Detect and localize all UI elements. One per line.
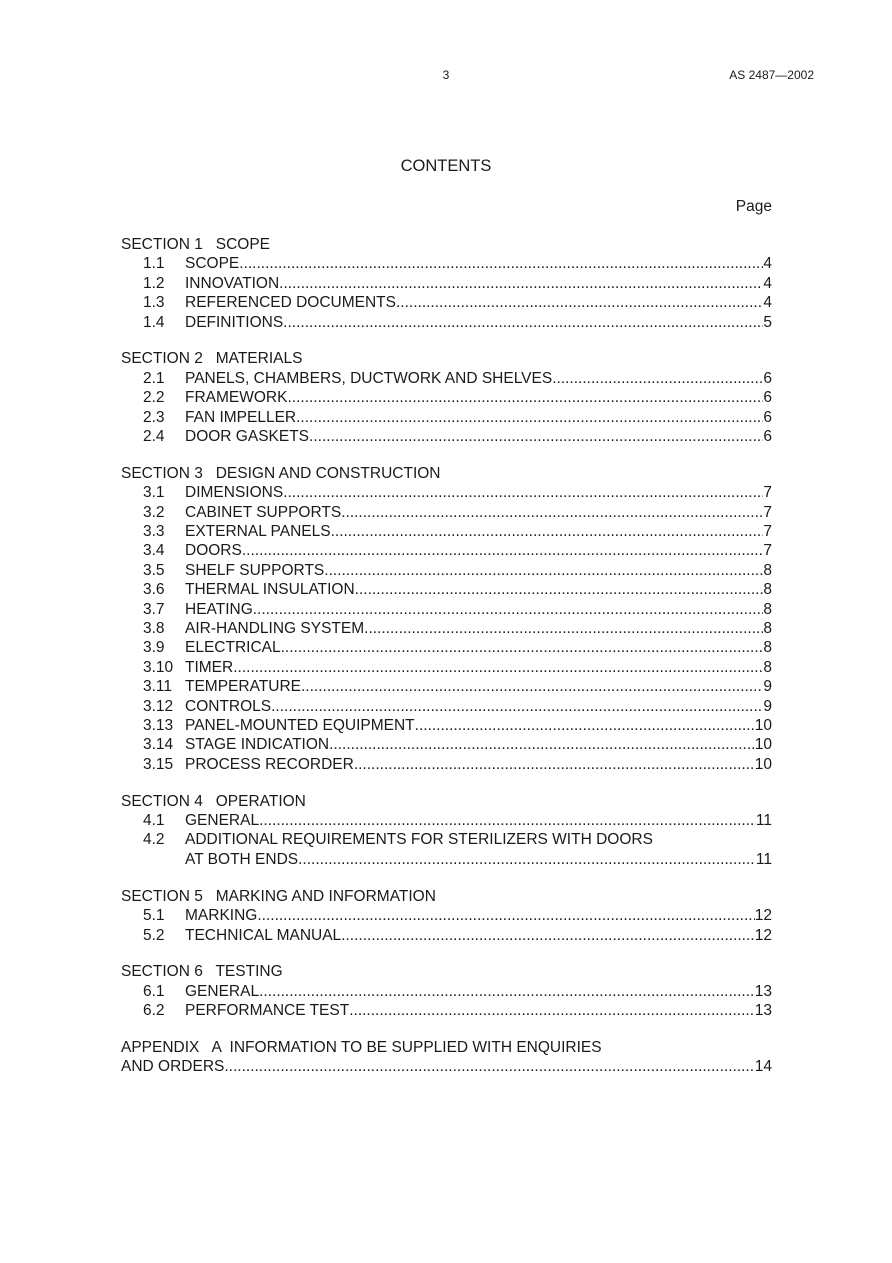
toc-entry[interactable]	[121, 427, 772, 446]
toc-entry[interactable]	[121, 697, 772, 716]
entry-body	[185, 906, 772, 925]
appendix-title-cont: AND ORDERS	[121, 1058, 225, 1076]
entry-number: 2.3	[143, 408, 165, 426]
entry-page: 8	[763, 620, 772, 638]
entry-line	[185, 850, 772, 869]
entry-number: 6.2	[143, 1002, 165, 1020]
entry-number: 1.3	[143, 294, 165, 312]
dot-leader	[253, 600, 764, 619]
entry-body	[185, 619, 772, 638]
entry-page: 7	[763, 542, 772, 560]
entry-number: 3.12	[143, 697, 174, 715]
toc-entry[interactable]	[121, 638, 772, 657]
section-heading[interactable]: SECTION 6 TESTING	[121, 963, 283, 981]
toc-section	[121, 792, 772, 870]
entry-body	[185, 926, 772, 945]
entry-page: 4	[763, 294, 772, 312]
entry-line	[185, 503, 772, 522]
entry-title: DOOR GASKETS	[185, 428, 310, 446]
entry-number: 4.1	[143, 812, 165, 830]
entry-line	[185, 697, 772, 716]
dot-leader	[233, 658, 763, 677]
entry-title: AIR-HANDLING SYSTEM	[185, 620, 365, 638]
entry-line	[185, 522, 772, 541]
entry-line	[185, 638, 772, 657]
entry-page: 6	[763, 428, 772, 446]
entry-line	[185, 408, 772, 427]
entry-number: 1.1	[143, 255, 165, 273]
entry-number: 3.11	[143, 678, 173, 696]
toc-entry[interactable]	[121, 503, 772, 522]
entry-body	[185, 830, 772, 869]
entry-line	[185, 600, 772, 619]
entry-body	[185, 561, 772, 580]
dot-leader	[329, 735, 755, 754]
toc-entry[interactable]	[121, 830, 772, 869]
entry-page: 11	[755, 850, 772, 868]
entry-title: FRAMEWORK	[185, 389, 288, 407]
entry-body	[185, 369, 772, 388]
entry-body	[185, 580, 772, 599]
toc-section	[121, 464, 772, 774]
entry-line	[185, 830, 772, 849]
toc-entry[interactable]	[121, 811, 772, 830]
dot-leader	[224, 1057, 754, 1076]
entry-body	[185, 293, 772, 312]
dot-leader	[364, 619, 763, 638]
dot-leader	[259, 982, 755, 1001]
page-number: 3	[442, 68, 450, 82]
toc-section	[121, 349, 772, 446]
dot-leader	[355, 580, 764, 599]
entry-title: FAN IMPELLER	[185, 408, 297, 426]
entry-title: PANELS, CHAMBERS, DUCTWORK AND SHELVES	[185, 369, 553, 387]
entry-page: 10	[754, 716, 772, 734]
entry-line	[185, 1001, 772, 1020]
entry-body	[185, 677, 772, 696]
entry-body	[185, 811, 772, 830]
entry-title: REFERENCED DOCUMENTS	[185, 294, 396, 312]
table-of-contents	[121, 235, 772, 1077]
entry-title: CABINET SUPPORTS	[185, 503, 342, 521]
entry-number: 3.13	[143, 716, 174, 734]
entry-line	[185, 619, 772, 638]
toc-entry[interactable]	[121, 906, 772, 925]
appendix-page: 14	[754, 1058, 772, 1076]
toc-entry[interactable]	[121, 619, 772, 638]
dot-leader	[324, 561, 763, 580]
entry-number: 2.2	[143, 389, 165, 407]
entry-body	[185, 735, 772, 754]
entry-title: DEFINITIONS	[185, 313, 284, 331]
entry-body	[185, 254, 772, 273]
dot-leader	[281, 638, 764, 657]
entry-line	[185, 906, 772, 925]
entry-line	[185, 580, 772, 599]
entry-number: 3.15	[143, 755, 174, 773]
toc-sections	[121, 235, 772, 1021]
toc-entry[interactable]	[121, 716, 772, 735]
entry-title: CONTROLS	[185, 697, 272, 715]
dot-leader	[259, 811, 756, 830]
entry-line	[185, 755, 772, 774]
entry-number: 3.10	[143, 658, 174, 676]
entry-page: 10	[754, 755, 772, 773]
entry-body	[185, 658, 772, 677]
toc-entry[interactable]	[121, 677, 772, 696]
entry-body	[185, 982, 772, 1001]
dot-leader	[296, 408, 763, 427]
entry-line	[185, 811, 772, 830]
toc-appendix[interactable]	[121, 1038, 772, 1077]
dot-leader	[271, 697, 763, 716]
toc-entry[interactable]	[121, 293, 772, 312]
entry-line	[185, 677, 772, 696]
entry-number: 3.6	[143, 581, 165, 599]
entry-title: PERFORMANCE TEST	[185, 1002, 350, 1020]
entry-title: ADDITIONAL REQUIREMENTS FOR STERILIZERS WITH DOORS	[185, 831, 653, 849]
entry-title: TEMPERATURE	[185, 678, 301, 696]
dot-leader	[331, 522, 764, 541]
entry-number: 3.9	[143, 639, 165, 657]
dot-leader	[239, 254, 763, 273]
toc-entry[interactable]	[121, 541, 772, 560]
entry-line	[185, 427, 772, 446]
entry-line	[185, 541, 772, 560]
dot-leader	[396, 293, 763, 312]
entry-line	[185, 658, 772, 677]
entry-page: 6	[763, 408, 772, 426]
entry-page: 6	[763, 369, 772, 387]
entry-title: MARKING	[185, 907, 258, 925]
entry-title: STAGE INDICATION	[185, 736, 330, 754]
entry-page: 8	[763, 561, 772, 579]
entry-line	[185, 735, 772, 754]
entry-page: 10	[754, 736, 772, 754]
appendix-heading: APPENDIX A INFORMATION TO BE SUPPLIED WITH ENQUIRIES	[121, 1039, 602, 1057]
document-id: AS 2487—2002	[729, 68, 814, 82]
entry-number: 1.2	[143, 274, 165, 292]
dot-leader	[341, 926, 755, 945]
entry-line	[185, 369, 772, 388]
entry-title: ELECTRICAL	[185, 639, 281, 657]
toc-entry[interactable]	[121, 254, 772, 273]
entry-page: 4	[763, 255, 772, 273]
toc-entry[interactable]	[121, 483, 772, 502]
entry-body	[185, 274, 772, 293]
entry-body	[185, 503, 772, 522]
dot-leader	[309, 427, 763, 446]
dot-leader	[415, 716, 755, 735]
entry-page: 5	[763, 313, 772, 331]
dot-leader	[301, 677, 763, 696]
entry-page: 6	[763, 389, 772, 407]
toc-entry[interactable]	[121, 369, 772, 388]
entry-page: 4	[763, 274, 772, 292]
entry-number: 6.1	[143, 982, 165, 1000]
entry-number: 3.5	[143, 561, 165, 579]
section-heading[interactable]: SECTION 1 SCOPE	[121, 236, 271, 253]
appendix-line	[121, 1057, 772, 1076]
entry-body	[185, 1001, 772, 1020]
dot-leader	[298, 850, 756, 869]
dot-leader	[283, 483, 763, 502]
page-column-label: Page	[735, 198, 772, 215]
entry-body	[185, 313, 772, 332]
section-heading[interactable]: SECTION 3 DESIGN AND CONSTRUCTION	[121, 464, 441, 482]
entry-page: 8	[763, 600, 772, 618]
entry-title: PROCESS RECORDER	[185, 755, 354, 773]
entry-number: 1.4	[143, 313, 165, 331]
entry-title: GENERAL	[185, 812, 260, 830]
entry-body	[185, 408, 772, 427]
toc-entry[interactable]	[121, 1001, 772, 1020]
toc-entry[interactable]	[121, 580, 772, 599]
dot-leader	[242, 541, 764, 560]
contents-title: CONTENTS	[400, 157, 492, 175]
entry-page: 7	[763, 503, 772, 521]
entry-body	[185, 483, 772, 502]
entry-line	[185, 274, 772, 293]
entry-title: DIMENSIONS	[185, 484, 284, 502]
dot-leader	[349, 1001, 755, 1020]
entry-number: 2.4	[143, 428, 165, 446]
entry-line	[185, 388, 772, 407]
entry-body	[185, 388, 772, 407]
section-heading[interactable]: SECTION 2 MATERIALS	[121, 350, 303, 368]
entry-number: 3.8	[143, 620, 165, 638]
entry-line	[185, 293, 772, 312]
dot-leader	[283, 313, 763, 332]
entry-title: DOORS	[185, 542, 242, 560]
entry-body	[185, 522, 772, 541]
entry-title: PANEL-MOUNTED EQUIPMENT	[185, 716, 415, 734]
entry-body	[185, 600, 772, 619]
entry-page: 8	[763, 658, 772, 676]
entry-body	[185, 697, 772, 716]
entry-body	[185, 638, 772, 657]
entry-number: 3.1	[143, 484, 165, 502]
entry-page: 12	[754, 926, 772, 944]
entry-number: 5.1	[143, 907, 165, 925]
toc-entry[interactable]	[121, 600, 772, 619]
entry-page: 12	[754, 907, 772, 925]
toc-entry[interactable]	[121, 522, 772, 541]
entry-line	[185, 982, 772, 1001]
entry-line	[185, 254, 772, 273]
entry-number: 2.1	[143, 369, 165, 387]
toc-entry[interactable]	[121, 755, 772, 774]
entry-page: 9	[763, 678, 772, 696]
entry-number: 3.7	[143, 600, 165, 618]
entry-page: 13	[754, 1002, 772, 1020]
entry-line	[185, 561, 772, 580]
dot-leader	[552, 369, 763, 388]
entry-line	[185, 716, 772, 735]
entry-page: 8	[763, 639, 772, 657]
toc-entry[interactable]	[121, 658, 772, 677]
toc-entry[interactable]	[121, 408, 772, 427]
toc-section	[121, 235, 772, 332]
dot-leader	[279, 274, 763, 293]
entry-title: EXTERNAL PANELS	[185, 523, 331, 541]
dot-leader	[341, 503, 763, 522]
entry-number: 3.3	[143, 523, 165, 541]
entry-title: TECHNICAL MANUAL	[185, 926, 342, 944]
entry-page: 7	[763, 523, 772, 541]
entry-title-cont: AT BOTH ENDS	[185, 850, 299, 868]
toc-entry[interactable]	[121, 561, 772, 580]
entry-body	[185, 755, 772, 774]
toc-entry[interactable]	[121, 926, 772, 945]
toc-section	[121, 887, 772, 945]
section-heading[interactable]: SECTION 4 OPERATION	[121, 792, 306, 810]
toc-entry[interactable]	[121, 388, 772, 407]
entry-number: 5.2	[143, 926, 165, 944]
dot-leader	[287, 388, 763, 407]
toc-section	[121, 962, 772, 1020]
entry-number: 3.14	[143, 736, 174, 754]
entry-line	[185, 483, 772, 502]
entry-page: 9	[763, 697, 772, 715]
entry-number: 3.4	[143, 542, 165, 560]
entry-line	[185, 926, 772, 945]
toc-entry[interactable]	[121, 735, 772, 754]
entry-title: HEATING	[185, 600, 253, 618]
entry-line	[185, 313, 772, 332]
entry-page: 8	[763, 581, 772, 599]
entry-body	[185, 427, 772, 446]
toc-entry[interactable]	[121, 274, 772, 293]
dot-leader	[257, 906, 754, 925]
entry-title: TIMER	[185, 658, 234, 676]
entry-title: THERMAL INSULATION	[185, 581, 355, 599]
section-heading[interactable]: SECTION 5 MARKING AND INFORMATION	[121, 887, 436, 905]
entry-page: 11	[755, 812, 772, 830]
entry-body	[185, 716, 772, 735]
entry-number: 3.2	[143, 503, 165, 521]
entry-title: SCOPE	[185, 255, 240, 273]
entry-title: INNOVATION	[185, 274, 280, 292]
toc-entry[interactable]	[121, 313, 772, 332]
entry-body	[185, 541, 772, 560]
entry-title: GENERAL	[185, 982, 260, 1000]
entry-title: SHELF SUPPORTS	[185, 561, 325, 579]
dot-leader	[354, 755, 755, 774]
toc-entry[interactable]	[121, 982, 772, 1001]
entry-number: 4.2	[143, 831, 165, 849]
entry-page: 13	[754, 982, 772, 1000]
entry-page: 7	[763, 484, 772, 502]
